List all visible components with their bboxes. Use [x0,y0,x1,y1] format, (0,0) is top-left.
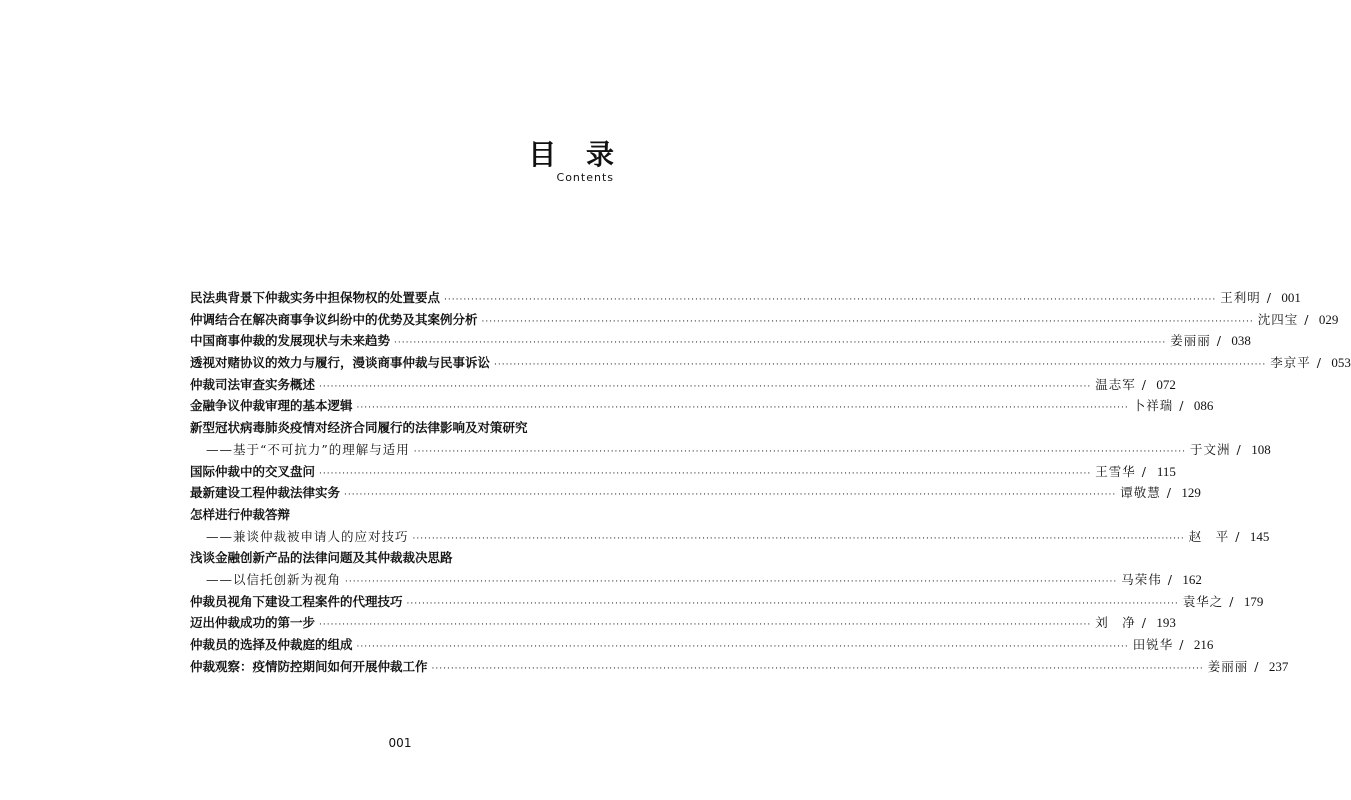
toc-entry [190,439,1271,461]
toc-entry-title: ——兼谈仲裁被申请人的应对技巧 [206,528,409,544]
toc-entry-author: 刘 净 [1095,615,1136,631]
dot-leader: ········································································································································································································ [412,533,1185,544]
toc-entry-title: 民法典背景下仲裁实务中担保物权的处置要点 [190,290,441,305]
dot-leader: ········································································································································································································ [356,642,1129,652]
toc-entry-title: ——基于“不可抗力”的理解与适用 [206,441,410,457]
dot-leader: ········································································································································································································ [444,295,1217,305]
toc-entry-author: 李京平 [1270,355,1311,371]
separator-slash: / [1254,658,1259,674]
toc-entry-page: 237 [1268,658,1289,674]
toc-entry-page: 072 [1156,376,1176,392]
toc-entry [190,482,1201,504]
dot-leader: ········································································································································································································ [319,620,1092,631]
toc-entry-page: 053 [1331,355,1351,371]
dot-leader: ········································································································································································································ [319,468,1092,479]
toc-entry-page: 216 [1193,637,1214,652]
toc-entry-title: 仲裁员的选择及仲裁庭的组成 [190,637,353,652]
toc-entry-title: 仲裁观察：疫情防控期间如何开展仲裁工作 [190,658,428,674]
toc-entry-page: 179 [1243,593,1264,609]
toc-entry-title: 仲调结合在解决商事争议纠纷中的优势及其案例分析 [190,311,478,327]
toc-entry [190,656,1289,678]
toc-entry [190,569,1202,591]
table-of-contents [190,287,1351,677]
separator-slash: / [1141,376,1146,392]
toc-entry-author: 沈四宝 [1257,311,1299,327]
toc-entry-author: 赵 平 [1188,528,1230,544]
separator-slash: / [1141,615,1146,631]
toc-entry-title: ——以信托创新为视角 [206,571,342,587]
toc-entry-page: 193 [1156,615,1176,631]
toc-entry [190,395,1214,417]
separator-slash: / [1316,355,1321,371]
toc-entry-title: 浅谈金融创新产品的法律问题及其仲裁裁决思路 [190,550,453,566]
separator-slash: / [1235,528,1240,544]
toc-entry [190,330,1251,352]
toc-entry-title: 仲裁员视角下建设工程案件的代理技巧 [190,593,403,609]
toc-entry-page: 145 [1249,528,1270,544]
separator-slash: / [1179,398,1184,414]
separator-slash: / [1229,593,1234,609]
toc-entry-author: 谭敬慧 [1120,485,1161,501]
separator-slash: / [1216,333,1221,349]
page-number: 001 [388,736,412,750]
toc-entry-author: 王利明 [1220,290,1261,305]
dot-leader: ········································································································································································································ [344,490,1117,501]
toc-entry [190,287,1301,309]
separator-slash: / [1236,441,1241,457]
dot-leader: ········································································································································································································ [413,446,1186,457]
toc-entry [190,526,1270,548]
toc-entry-author: 田锐华 [1132,637,1174,652]
toc-entry-title: 仲裁司法审查实务概述 [190,376,316,392]
separator-slash: / [1167,571,1172,587]
toc-entry-page: 108 [1251,441,1271,457]
toc-entry-title: 中国商事仲裁的发展现状与未来趋势 [190,333,391,349]
toc-entry [190,504,610,526]
dot-leader: ········································································································································································································ [406,598,1179,609]
toc-entry-author: 温志军 [1095,376,1136,392]
toc-header [528,138,624,185]
dot-leader: ········································································································································································································ [345,576,1118,587]
toc-entry-page: 029 [1318,311,1339,327]
toc-entry-page: 001 [1281,290,1301,305]
toc-entry-page: 038 [1231,333,1251,349]
toc-entry-title: 金融争议仲裁审理的基本逻辑 [190,398,353,414]
toc-entry-author: 姜丽丽 [1207,658,1249,674]
separator-slash: / [1166,485,1171,501]
toc-entry [190,612,1176,634]
toc-entry-page: 129 [1181,485,1201,501]
toc-entry-author: 于文洲 [1189,441,1231,457]
toc-entry-page: 115 [1156,463,1176,479]
toc-entry-title: 迈出仲裁成功的第一步 [190,615,316,631]
toc-entry-title: 最新建设工程仲裁法律实务 [190,485,341,501]
toc-entry-author: 马荣伟 [1121,571,1162,587]
toc-entry [190,547,610,569]
toc-entry-page: 086 [1193,398,1214,414]
toc-entry-title: 怎样进行仲裁答辩 [190,506,291,522]
toc-entry [190,417,610,439]
dot-leader: ········································································································································································································ [319,381,1092,392]
dot-leader: ········································································································································································································ [394,338,1167,349]
separator-slash: / [1304,311,1309,327]
dot-leader: ········································································································································································································ [494,360,1267,371]
dot-leader: ········································································································································································································ [431,663,1204,674]
toc-entry-author: 卜祥瑞 [1132,398,1174,414]
toc-entry-author: 姜丽丽 [1170,333,1211,349]
page-subtitle: Contents [556,171,614,184]
dot-leader: ········································································································································································································ [481,316,1254,327]
toc-entry [190,374,1176,396]
toc-entry-title: 新型冠状病毒肺炎疫情对经济合同履行的法律影响及对策研究 [190,420,528,436]
page-title: 目 录 [528,138,624,171]
toc-entry [190,352,1351,374]
dot-leader: ········································································································································································································ [356,403,1129,414]
separator-slash: / [1266,290,1271,305]
toc-entry [190,309,1339,331]
toc-entry-author: 王雪华 [1095,463,1136,479]
separator-slash: / [1141,463,1146,479]
toc-entry-title: 透视对赌协议的效力与履行，漫谈商事仲裁与民事诉讼 [190,355,491,371]
toc-entry [190,591,1264,613]
separator-slash: / [1179,637,1184,652]
toc-entry [190,634,1214,656]
toc-entry-page: 162 [1182,571,1202,587]
toc-entry-title: 国际仲裁中的交叉盘问 [190,463,316,479]
toc-entry [190,461,1176,483]
toc-entry-author: 袁华之 [1182,593,1224,609]
